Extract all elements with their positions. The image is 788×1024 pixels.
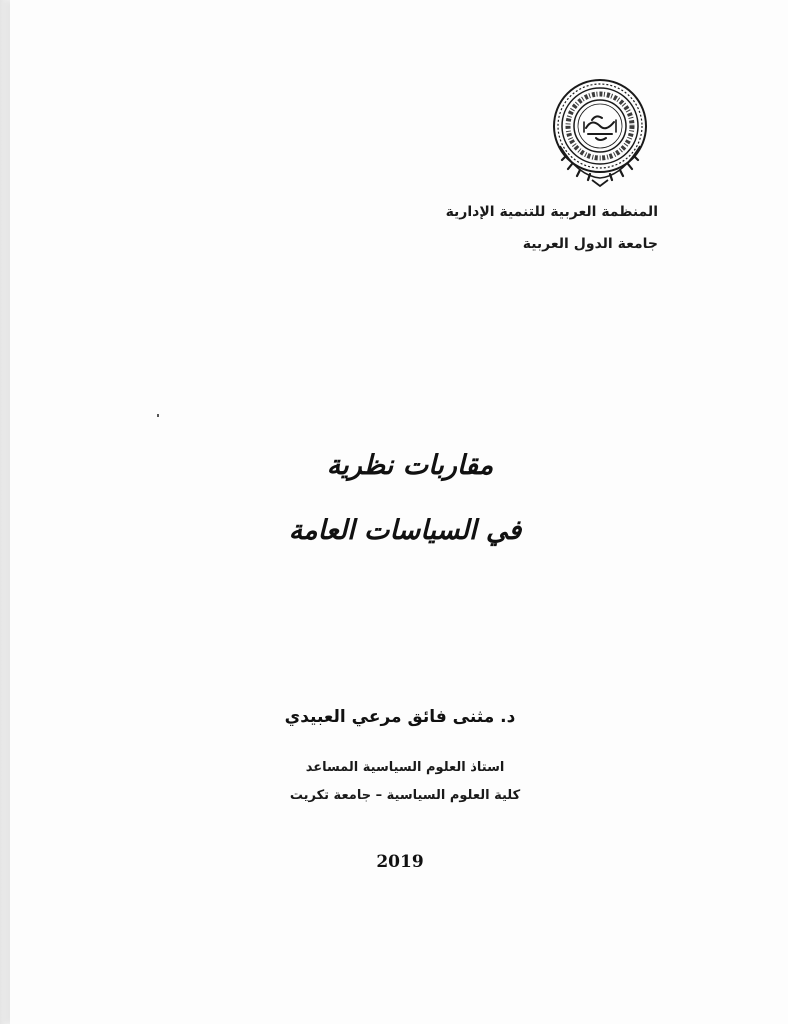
author-name: د. مثنى فائق مرعي العبيدي (284, 707, 516, 727)
author-affiliation: كلية العلوم السياسية – جامعة تكريت (289, 788, 521, 803)
publication-year: 2019 (376, 852, 424, 872)
book-title-line-2: في السياسات العامة (288, 515, 522, 546)
parent-organization: جامعة الدول العربية (522, 236, 658, 252)
document-page (10, 0, 788, 1024)
organization-name: المنظمة العربية للتنمية الإدارية (445, 204, 658, 220)
book-title-line-1: مقاربات نظرية (326, 450, 494, 481)
page-left-shadow (0, 0, 10, 1024)
author-position: استاذ العلوم السياسية المساعد (305, 760, 505, 775)
organization-seal-icon (546, 76, 654, 188)
scan-speck (157, 414, 159, 417)
